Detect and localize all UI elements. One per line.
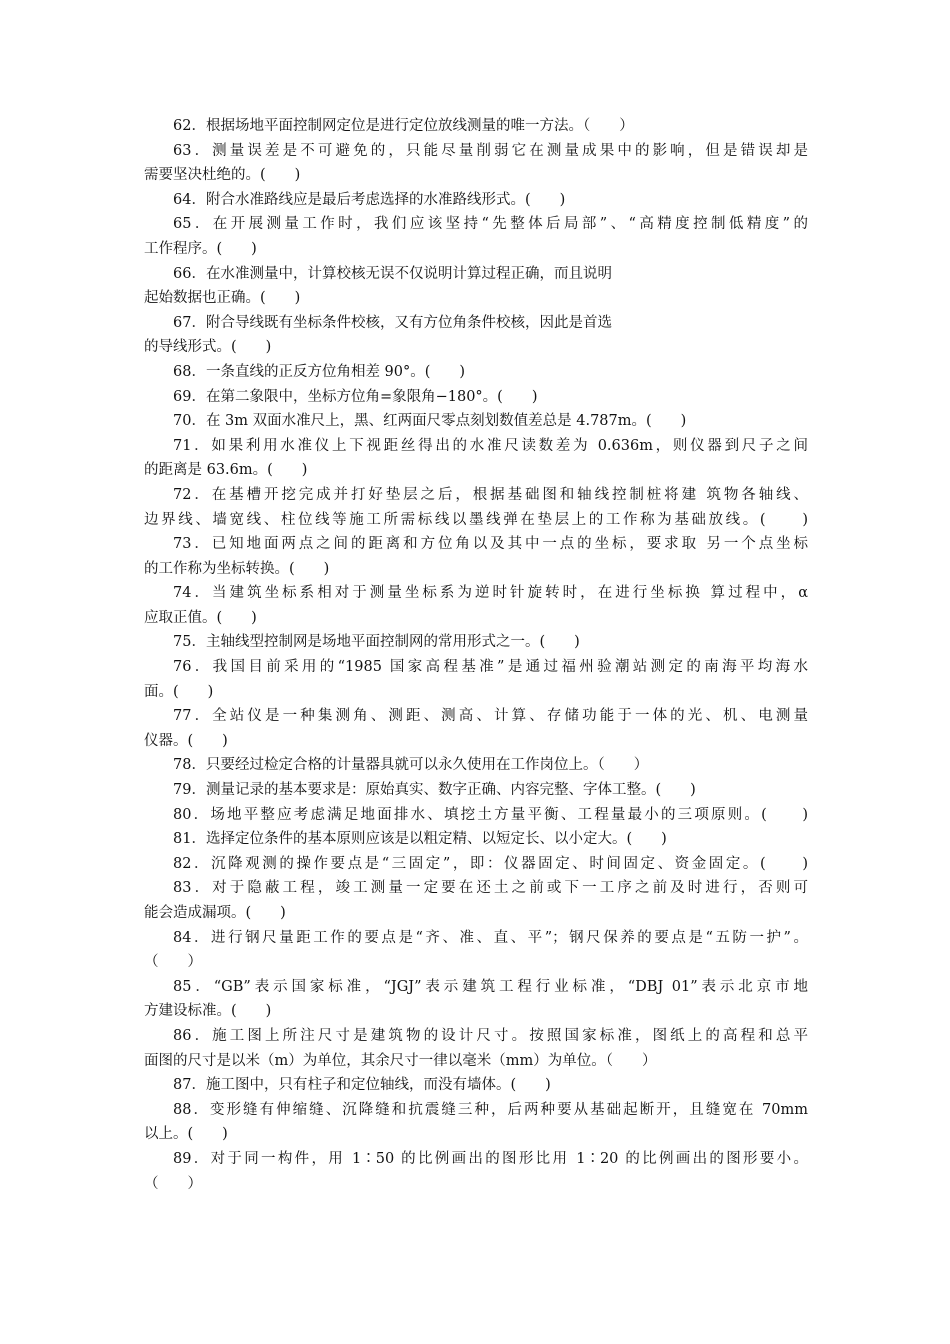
- question-line: 86．施工图上所注尺寸是建筑物的设计尺寸。按照国家标准，图纸上的高程和总平: [173, 1027, 808, 1044]
- question-continuation-line: 面图的尺寸是以米（m）为单位，其余尺寸一律以毫米（mm）为单位。（ ）: [144, 1052, 657, 1069]
- question-continuation-line: （ ）: [144, 954, 202, 971]
- question-line: 80．场地平整应考虑满足地面排水、填挖土方量平衡、工程量最小的三项原则。( ): [173, 806, 808, 823]
- question-line: 82．沉降观测的操作要点是“三固定”，即：仪器固定、时间固定、资金固定。( ): [173, 855, 808, 872]
- question-continuation-line: 应取正值。( ): [144, 609, 257, 626]
- question-line: 75．主轴线型控制网是场地平面控制网的常用形式之一。( ): [173, 634, 580, 651]
- question-line: 64．附合水准路线应是最后考虑选择的水准路线形式。( ): [173, 191, 566, 208]
- question-line: 74．当建筑坐标系相对于测量坐标系为逆时针旋转时，在进行坐标换 算过程中，α: [173, 585, 808, 602]
- question-continuation-line: 面。( ): [144, 683, 214, 700]
- question-line: 70．在 3m 双面水准尺上，黑、红两面尺零点刻划数值差总是 4.787m。( ): [173, 413, 687, 430]
- question-line: 68．一条直线的正反方位角相差 90°。( ): [173, 363, 466, 380]
- question-continuation-line: 起始数据也正确。( ): [144, 290, 301, 307]
- question-line: 81．选择定位条件的基本原则应该是以粗定精、以短定长、以小定大。( ): [173, 831, 667, 848]
- question-continuation-line: 方建设标准。( ): [144, 1003, 272, 1020]
- question-line: 83．对于隐蔽工程，竣工测量一定要在还土之前或下一工序之前及时进行，否则可: [173, 880, 808, 897]
- question-line: 69．在第二象限中，坐标方位角=象限角−180°。( ): [173, 388, 538, 405]
- question-continuation-line: 能会造成漏项。( ): [144, 905, 286, 921]
- question-line: 66．在水准测量中，计算校核无误不仅说明计算过程正确，而且说明: [173, 265, 612, 282]
- question-line: 78．只要经过检定合格的计量器具就可以永久使用在工作岗位上。（ ）: [173, 757, 649, 774]
- question-line: 87．施工图中，只有柱子和定位轴线，而没有墙体。( ): [173, 1077, 551, 1094]
- question-line: 67．附合导线既有坐标条件校核，又有方位角条件校核，因此是首选: [173, 314, 612, 331]
- question-continuation-line: （ ）: [144, 1175, 202, 1192]
- question-continuation-line: 边界线、墙宽线、柱位线等施工所需标线以墨线弹在垫层上的工作称为基础放线。( ): [144, 511, 808, 528]
- question-line: 76．我国目前采用的“1985 国家高程基准”是通过福州验潮站测定的南海平均海水: [173, 659, 808, 676]
- question-line: 84．进行钢尺量距工作的要点是“齐、准、直、平”；钢尺保养的要点是“五防一护”。: [173, 929, 808, 946]
- question-list: [144, 114, 808, 1196]
- question-line: 79．测量记录的基本要求是：原始真实、数字正确、内容完整、字体工整。( ): [173, 782, 696, 799]
- question-continuation-line: 仪器。( ): [144, 732, 228, 749]
- question-line: 62．根据场地平面控制网定位是进行定位放线测量的唯一方法。（ ）: [173, 118, 634, 134]
- question-continuation-line: 的工作称为坐标转换。( ): [144, 560, 330, 577]
- question-continuation-line: 工作程序。( ): [144, 240, 257, 257]
- question-line: 72．在基槽开挖完成并打好垫层之后，根据基础图和轴线控制桩将建 筑物各轴线、: [173, 486, 808, 503]
- question-line: 77．全站仪是一种集测角、测距、测高、计算、存储功能于一体的光、机、电测量: [173, 708, 808, 725]
- question-continuation-line: 需要坚决杜绝的。( ): [144, 167, 301, 184]
- question-continuation-line: 的导线形式。( ): [144, 339, 272, 356]
- question-line: 89．对于同一构件，用 1∶50 的比例画出的图形比用 1∶20 的比例画出的图形要小。: [173, 1150, 808, 1167]
- question-line: 73．已知地面两点之间的距离和方位角以及其中一点的坐标，要求取 另一个点坐标: [173, 536, 808, 553]
- question-line: 88．变形缝有伸缩缝、沉降缝和抗震缝三种，后两种要从基础起断开，且缝宽在 70mm: [173, 1101, 808, 1118]
- question-continuation-line: 以上。( ): [144, 1126, 228, 1143]
- question-continuation-line: 的距离是 63.6m。( ): [144, 462, 308, 479]
- question-line: 63．测量误差是不可避免的，只能尽量削弱它在测量成果中的影响，但是错误却是: [173, 142, 808, 159]
- question-line: 71．如果利用水准仪上下视距丝得出的水准尺读数差为 0.636m，则仪器到尺子之间: [173, 437, 808, 454]
- question-line: 65．在开展测量工作时，我们应该坚持“先整体后局部”、“高精度控制低精度”的: [173, 216, 808, 233]
- question-line: 85．“GB”表示国家标准，“JGJ”表示建筑工程行业标准，“DBJ 01”表示北京市地: [173, 978, 808, 995]
